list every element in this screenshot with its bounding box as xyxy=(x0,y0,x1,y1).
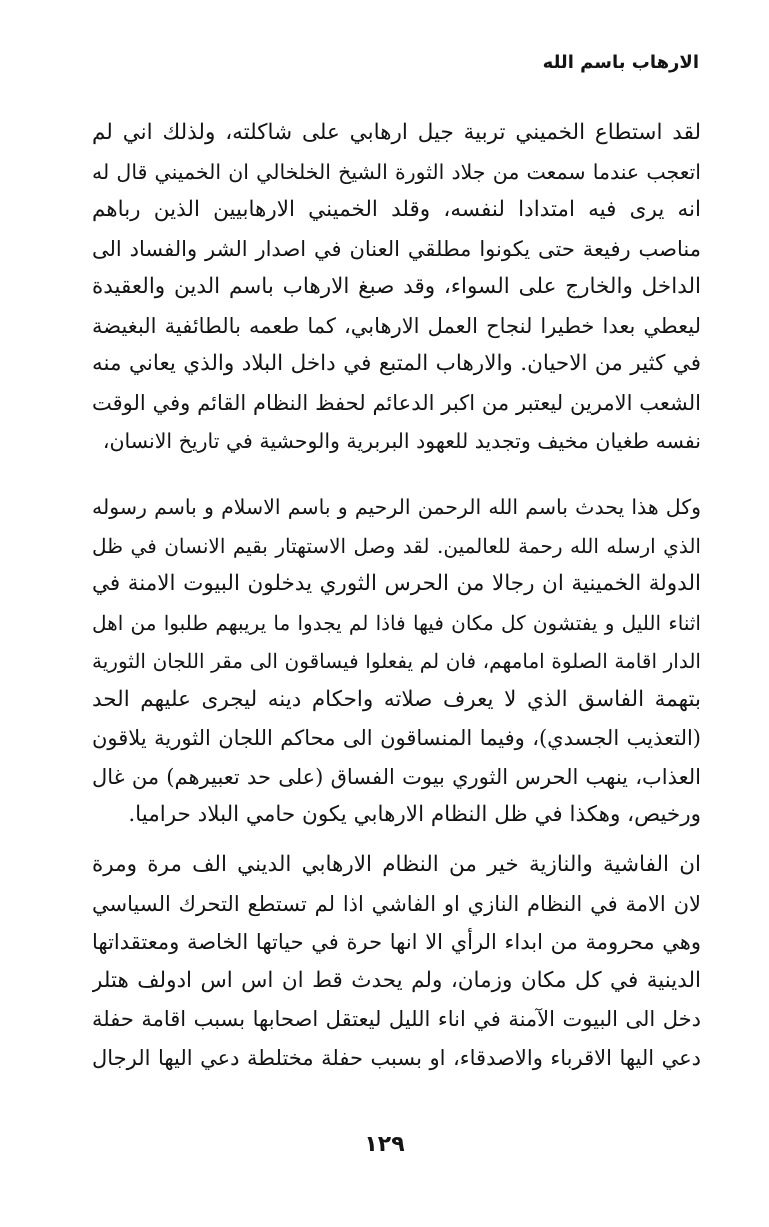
text-line: الدار اقامة الصلوة امامهم، فان لم يفعلوا فيساقون الى مقر اللجان الثورية xyxy=(92,649,701,673)
text-line: الدينية في كل مكان وزمان، ولم يحدث قط ان اس اس ادولف هتلر xyxy=(92,967,701,993)
paragraph-3 xyxy=(92,846,701,1077)
text-line: ان الفاشية والنازية خير من النظام الارهابي الديني الف مرة ومرة xyxy=(92,852,701,877)
text-line: اتعجب عندما سمعت من جلاد الثورة الشيخ الخلخالي ان الخميني قال له xyxy=(92,159,701,184)
page-number: ١٢٩ xyxy=(364,1132,405,1157)
text-line: الذي ارسله الله رحمة للعالمين. لقد وصل الاستهتار بقيم الانسان في ظل xyxy=(92,533,701,558)
text-line: لان الامة في النظام النازي او الفاشي اذا لم تستطع التحرك السياسي xyxy=(92,891,701,916)
text-line: ليعطي بعدا خطيرا لنجاح العمل الارهابي، كما طعمه بالطائفية البغيضة xyxy=(92,313,701,338)
text-line: انه يرى فيه امتدادا لنفسه، وقلد الخميني الارهابيين الذين رباهم xyxy=(92,197,701,222)
text-line: لقد استطاع الخميني تربية جيل ارهابي على شاكلته، ولذلك اني لم xyxy=(92,120,701,145)
text-line: الدولة الخمينية ان رجالا من الحرس الثوري يدخلون البيوت الامنة في xyxy=(92,571,701,596)
text-line: وكل هذا يحدث باسم الله الرحمن الرحيم و باسم الاسلام و باسم رسوله xyxy=(92,495,701,519)
text-line: وهي محرومة من ابداء الرأي الا انها حرة في حياتها الخاصة ومعتقداتها xyxy=(92,930,701,954)
text-line: دخل الى البيوت الآمنة في اناء الليل ليعتقل اصحابها بسبب اقامة حفلة xyxy=(92,1007,701,1031)
text-line: العذاب، ينهب الحرس الثوري بيوت الفساق (على حد تعبيرهم) من غال xyxy=(92,764,701,789)
text-line: الداخل والخارج على السواء، وقد صبغ الارهاب باسم الدين والعقيدة xyxy=(92,274,701,299)
text-line: ورخيص، وهكذا في ظل النظام الارهابي يكون حامي البلاد حراميا. xyxy=(128,802,701,827)
paragraph-1 xyxy=(92,114,701,461)
text-line: دعي اليها الاقرباء والاصدقاء، او بسبب حفلة مختلطة دعي اليها الرجال xyxy=(92,1045,701,1070)
text-line: في كثير من الاحيان. والارهاب المتبع في داخل البلاد والذي يعاني منه xyxy=(92,351,701,376)
text-line: (التعذيب الجسدي)، وفيما المنساقون الى محاكم اللجان الثورية يلاقون xyxy=(92,726,701,750)
paragraph-2 xyxy=(92,488,701,835)
text-line: اثناء الليل و يفتشون كل مكان فيها فاذا لم يجدوا ما يريبهم طلبوا من اهل xyxy=(92,610,701,635)
text-line: مناصب رفيعة حتى يكونوا مطلقي العنان في اصدار الشر والفساد الى xyxy=(92,236,701,261)
text-line: بتهمة الفاسق الذي لا يعرف صلاته واحكام دينه ليجرى عليهم الحد xyxy=(92,686,701,712)
text-line: نفسه طغيان مخيف وتجديد للعهود البربرية والوحشية في تاريخ الانسان، xyxy=(102,429,701,453)
running-header: الارهاب باسم الله xyxy=(542,52,699,73)
text-line: الشعب الامرين ليعتبر من اكبر الدعائم لحفظ النظام القائم وفي الوقت xyxy=(92,390,701,415)
